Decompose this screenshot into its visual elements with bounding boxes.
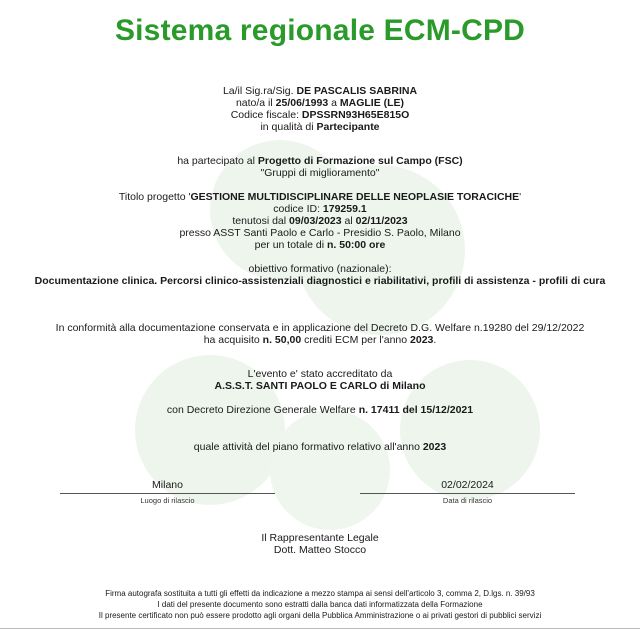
project-location: presso ASST Santi Paolo e Carlo - Presidio S. Paolo, Milano <box>179 227 461 239</box>
legal-rep-name: Dott. Matteo Stocco <box>273 544 367 556</box>
issue-date-line <box>360 493 575 494</box>
project-total-line: per un totale di n. 50:00 ore <box>254 239 386 251</box>
birth-line: nato/a il 25/06/1993 a MAGLIE (LE) <box>235 97 405 109</box>
plan-year: 2023 <box>422 441 447 453</box>
project-code-line: codice ID: 179259.1 <box>273 203 367 215</box>
project-type: Progetto di Formazione sul Campo (FSC) <box>257 155 463 167</box>
birth-date: 25/06/1993 <box>275 97 329 109</box>
issue-date: 02/02/2024 <box>441 479 494 491</box>
issue-date-label: Data di rilascio <box>442 496 493 505</box>
plan-line: quale attività del piano formativo relativo all'anno 2023 <box>193 441 447 453</box>
date-to: 02/11/2023 <box>355 215 408 227</box>
birth-place: MAGLIE (LE) <box>339 97 405 109</box>
credits-value: n. 50,00 <box>262 334 302 346</box>
participant-role: Partecipante <box>316 121 380 133</box>
issue-place-label: Luogo di rilascio <box>140 496 195 505</box>
date-from: 09/03/2023 <box>289 215 342 227</box>
decree-number: n. 17411 del 15/12/2021 <box>358 404 474 416</box>
role-line: in qualità di Partecipante <box>260 121 380 133</box>
participant-name: DE PASCALIS SABRINA <box>296 85 418 97</box>
issue-place: Milano <box>152 479 183 491</box>
footer-line-1: Firma autografa sostituita a tutti gli effetti da indicazione a mezzo stampa ai sensi dell'articolo 3, comma 2, D.lgs. n. 39/93 <box>105 589 535 598</box>
issue-place-line <box>60 493 275 494</box>
participant-name-line: La/il Sig.ra/Sig. DE PASCALIS SABRINA <box>222 85 418 97</box>
project-type-line: ha partecipato al Progetto di Formazione sul Campo (FSC) <box>177 155 463 167</box>
fiscal-code-line: Codice fiscale: DPSSRN93H65E815O <box>230 109 410 121</box>
objective-label: obiettivo formativo (nazionale): <box>248 263 392 275</box>
credits-year: 2023 <box>410 334 434 346</box>
accreditation-provider: A.S.S.T. SANTI PAOLO E CARLO di Milano <box>214 380 426 392</box>
accreditation-line: L'evento e' stato accreditato da <box>247 368 393 380</box>
footer-line-3: Il presente certificato non può essere prodotto agli organi della Pubblica Amministrazione o ai privati gestori di pubblici servizi <box>98 611 542 620</box>
footer-line-2: I dati del presente documento sono estratti dalla banca dati informatizzata della Formazione <box>157 600 483 609</box>
objective-text: Documentazione clinica. Percorsi clinico-assistenziali diagnostici e riabilitativi, profili di assistenza - profili di cura <box>34 275 606 287</box>
certificate-title: Sistema regionale ECM-CPD <box>114 14 526 47</box>
fiscal-code: DPSSRN93H65E815O <box>301 109 410 121</box>
page-divider <box>0 628 640 629</box>
credits-line: ha acquisito n. 50,00 crediti ECM per l'anno 2023. <box>203 334 437 346</box>
project-title-line: Titolo progetto 'GESTIONE MULTIDISCIPLINARE DELLE NEOPLASIE TORACICHE' <box>118 191 522 203</box>
project-code: 179259.1 <box>322 203 367 215</box>
project-subtype: "Gruppi di miglioramento" <box>260 167 380 179</box>
legal-rep-label: Il Rappresentante Legale <box>261 532 379 544</box>
credits-conformity-line: In conformità alla documentazione conservata e in applicazione del Decreto D.G. Welfare n.19280 del 29/12/2022 <box>55 322 585 334</box>
project-dates-line: tenutosi dal 09/03/2023 al 02/11/2023 <box>232 215 408 227</box>
decree-line: con Decreto Direzione Generale Welfare n. 17411 del 15/12/2021 <box>166 404 474 416</box>
project-total-hours: n. 50:00 ore <box>327 239 386 251</box>
project-title: GESTIONE MULTIDISCIPLINARE DELLE NEOPLASIE TORACICHE <box>190 191 520 203</box>
